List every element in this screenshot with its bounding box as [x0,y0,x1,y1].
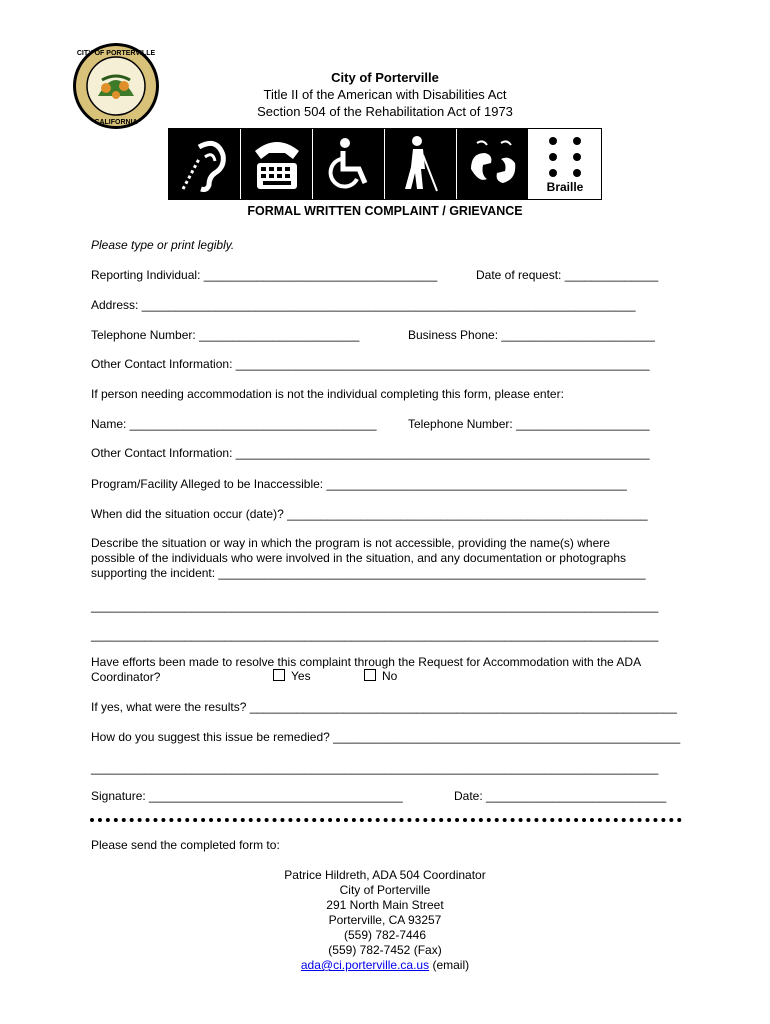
coordinator-email-link[interactable]: ada@ci.porterville.ca.us [300,958,430,972]
other-contact-field[interactable]: Other Contact Information: ______________________________________________________________ [91,357,650,371]
coordinator-email-line [0,958,770,972]
coordinator-name: Patrice Hildreth, ADA 504 Coordinator [284,868,486,882]
address-field[interactable]: Address: __________________________________________________________________________ [91,298,636,312]
describe-text-1: Describe the situation or way in which the program is not accessible, providing the name(s) where [91,536,610,550]
efforts-question-1: Have efforts been made to resolve this complaint through the Request for Accommodation with the ADA [91,655,642,669]
remedy-blank-line[interactable]: _____________________________________________________________________________________ [91,761,659,775]
describe-blank-line-1[interactable]: _____________________________________________________________________________________ [91,599,659,613]
sign-language-icon [457,129,529,199]
send-to-text: Please send the completed form to: [91,838,280,852]
no-checkbox[interactable] [364,669,397,683]
yes-checkbox[interactable] [273,669,311,683]
signature-field[interactable]: Signature: ______________________________________ [91,789,403,803]
subtitle-rehab-act: Section 504 of the Rehabilitation Act of 1973 [257,104,513,119]
tty-phone-icon [241,129,313,199]
form-instruction: Please type or print legibly. [91,238,235,252]
date-of-request-field[interactable]: Date of request: ______________ [476,268,659,282]
other-contact-2-field[interactable]: Other Contact Information: ______________________________________________________________ [91,446,650,460]
yes-checkbox-box[interactable] [273,669,285,681]
situation-date-field[interactable]: When did the situation occur (date)? ______________________________________________________ [91,507,648,521]
remedy-field[interactable]: How do you suggest this issue be remedied? ____________________________________________________ [91,730,681,744]
form-title: FORMAL WRITTEN COMPLAINT / GRIEVANCE [247,204,523,218]
no-checkbox-box[interactable] [364,669,376,681]
reporting-individual-field[interactable]: Reporting Individual: ___________________________________ [91,268,438,282]
describe-blank-line-2[interactable]: _____________________________________________________________________________________ [91,628,659,642]
efforts-question-2: Coordinator? [91,670,161,684]
telephone-number-field[interactable]: Telephone Number: ________________________ [91,328,360,342]
hearing-assistance-icon [169,129,241,199]
coordinator-phone: (559) 782-7446 [343,928,427,942]
wheelchair-icon [313,129,385,199]
yes-label: Yes [291,669,311,683]
telephone-number-2-field[interactable]: Telephone Number: ____________________ [408,417,650,431]
coordinator-city: Porterville, CA 93257 [328,913,442,927]
dotted-divider [90,818,682,822]
if-person-needing-text: If person needing accommodation is not the individual completing this form, please enter: [91,387,564,401]
program-facility-field[interactable]: Program/Facility Alleged to be Inaccessible: _____________________________________________ [91,477,627,491]
svg-text:CALIFORNIA: CALIFORNIA [94,119,138,126]
coordinator-street: 291 North Main Street [326,898,444,912]
results-field[interactable]: If yes, what were the results? ________________________________________________________________ [91,700,677,714]
describe-text-2: possible of the individuals who were involved in the situation, and any documentation or photographs [91,551,627,565]
braille-icon [529,129,601,199]
name-field[interactable]: Name: _____________________________________ [91,417,377,431]
svg-text:CITY OF PORTERVILLE: CITY OF PORTERVILLE [76,50,156,57]
business-phone-field[interactable]: Business Phone: _______________________ [408,328,655,342]
coordinator-org: City of Porterville [339,883,431,897]
describe-field[interactable]: supporting the incident: ________________________________________________________________ [91,566,646,580]
braille-label: Braille [546,180,584,194]
accessibility-icons-row [168,128,602,200]
subtitle-ada: Title II of the American with Disabilities Act [263,87,507,102]
document-title: City of Porterville [331,70,439,85]
no-label: No [382,669,398,683]
blind-person-icon [385,129,457,199]
coordinator-fax: (559) 782-7452 (Fax) [328,943,442,957]
email-suffix: (email) [429,958,470,972]
date-field[interactable]: Date: ___________________________ [454,789,667,803]
